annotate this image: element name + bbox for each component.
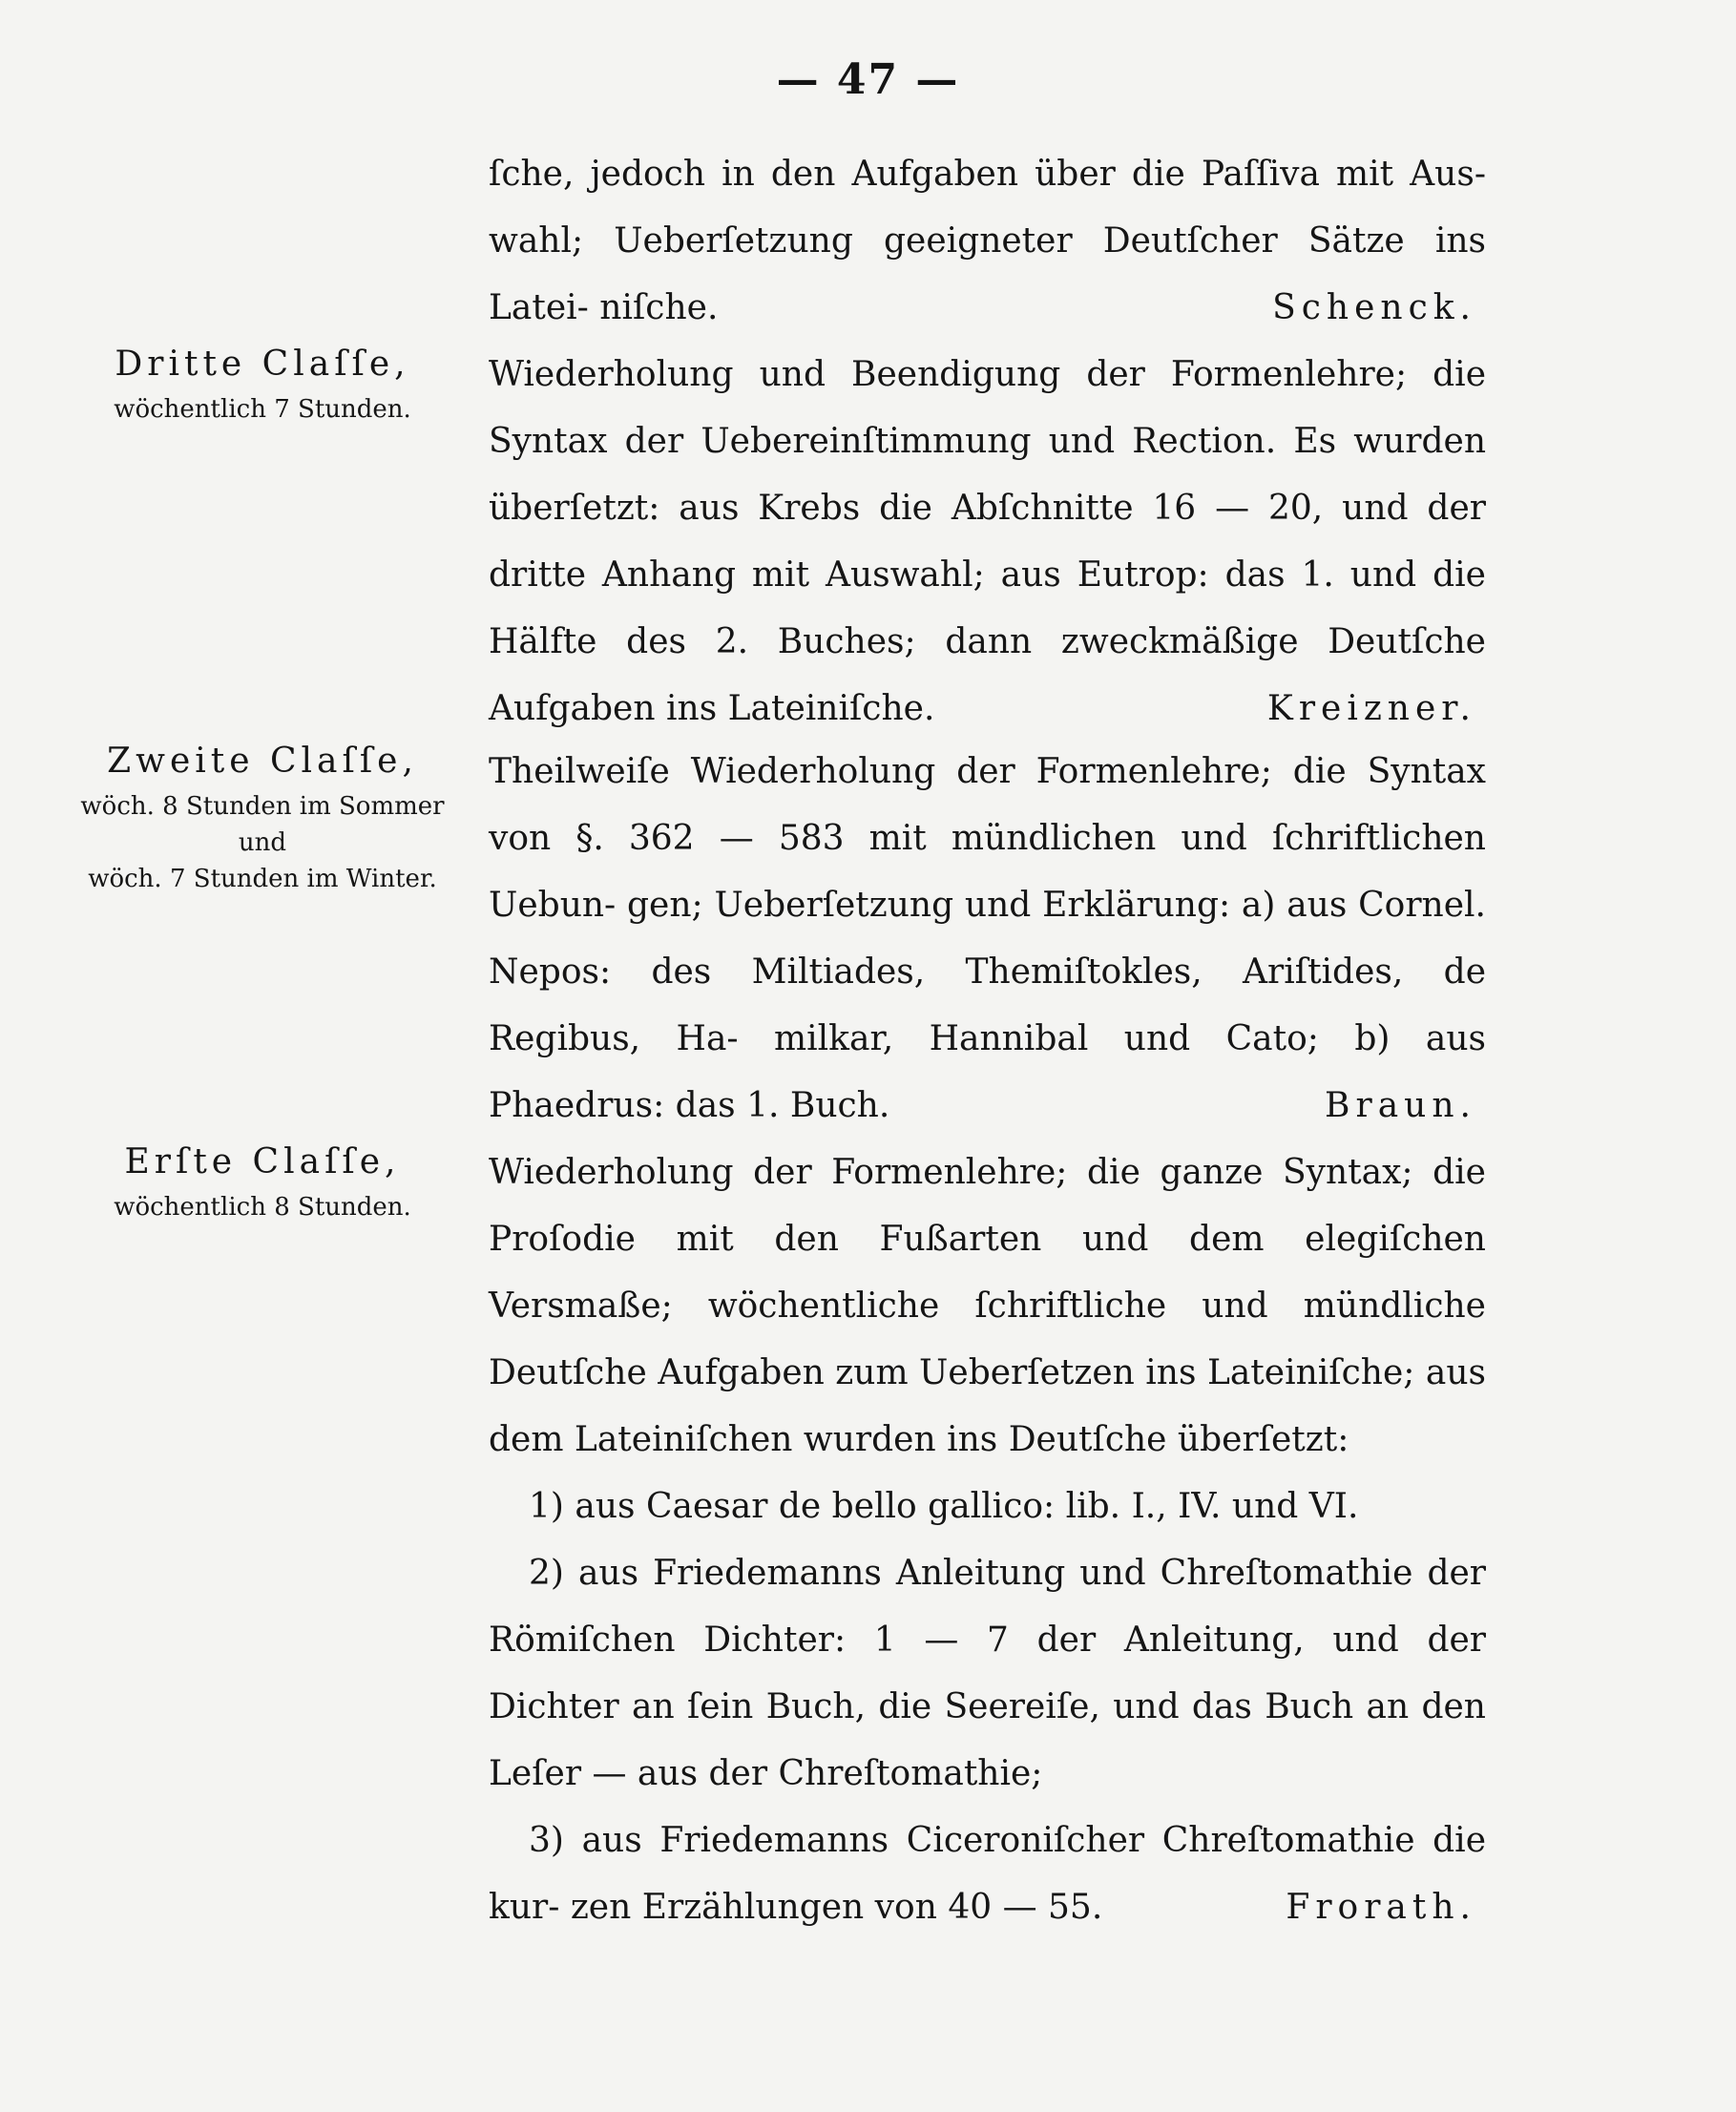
class-hours: wöch. 8 Stunden im Sommer — [80, 792, 445, 821]
list-item: 2) aus Friedemanns Anleitung und Chreſtomathie der Römiſchen Dichter: 1 — 7 der Anleitung, und der Dichter an ſein Buch, die Seereiſe, und das Buch an den Leſer — aus der Chreſtomathie; — [489, 1554, 1486, 1793]
page-number: — 47 — — [776, 55, 960, 104]
paragraph: Theilweiſe Wiederholung der Formenlehre; die Syntax von §. 362 — 583 mit mündlichen und ſchriftlichen Uebun- gen; Ueberſetzung und Erklärung: a) aus Cornel. Nepos: des Miltiades, Themiſtokles, Ariſtides, de Regibus, Ha- milkar, Hannibal und Cato; b) aus Phaedrus: das 1. Buch. — [489, 752, 1486, 1125]
paragraph: Wiederholung und Beendigung der Formenlehre; die Syntax der Uebereinſtimmung und Rection. Es wurden überſetzt: aus Krebs die Abſchnitte 16 — 20, und der dritte Anhang mit Auswahl; aus Eutrop: das 1. und die Hälfte des 2. Buches; dann zweckmäßige Deutſche Aufgaben ins Lateiniſche. — [489, 355, 1486, 728]
class-hours-conjunction: und — [238, 828, 287, 857]
class-title: Erſte Claſſe, — [124, 1142, 401, 1181]
class-label — [38, 739, 487, 901]
teacher-signature: Frorath. — [1286, 1888, 1476, 1927]
class-label — [38, 342, 487, 431]
paragraph: Wiederholung der Formenlehre; die ganze Syntax; die Proſodie mit den Fußarten und dem elegiſchen Versmaße; wöchentliche ſchriftliche und mündliche Deutſche Aufgaben zum Ueberſetzen ins Lateiniſche; aus dem Lateiniſchen wurden ins Deutſche überſetzt: — [489, 1153, 1486, 1459]
teacher-signature: Braun. — [1325, 1086, 1476, 1125]
class-label — [38, 1140, 487, 1229]
section-body — [489, 141, 1486, 342]
paragraph: ſche, jedoch in den Aufgaben über die Paſſiva mit Aus- wahl; Ueberſetzung geeigneter Deutſcher Sätze ins Latei- niſche. — [489, 155, 1486, 327]
class-title: Zweite Claſſe, — [107, 742, 418, 781]
section-body — [489, 1140, 1486, 1941]
teacher-signature: Schenck. — [1272, 288, 1476, 327]
class-title: Dritte Claſſe, — [115, 345, 410, 384]
list-item: 1) aus Caesar de bello gallico: lib. I., IV. und VI. — [529, 1487, 1359, 1526]
teacher-signature: Kreizner. — [1266, 689, 1476, 728]
section-body — [489, 739, 1486, 1140]
class-hours-winter: wöch. 7 Stunden im Winter. — [88, 865, 437, 893]
section-body — [489, 342, 1486, 742]
class-hours: wöchentlich 8 Stunden. — [114, 1193, 411, 1222]
list-item: 3) aus Friedemanns Ciceroniſcher Chreſtomathie die kur- zen Erzählungen von 40 — 55. — [489, 1821, 1486, 1927]
class-hours: wöchentlich 7 Stunden. — [114, 395, 411, 424]
